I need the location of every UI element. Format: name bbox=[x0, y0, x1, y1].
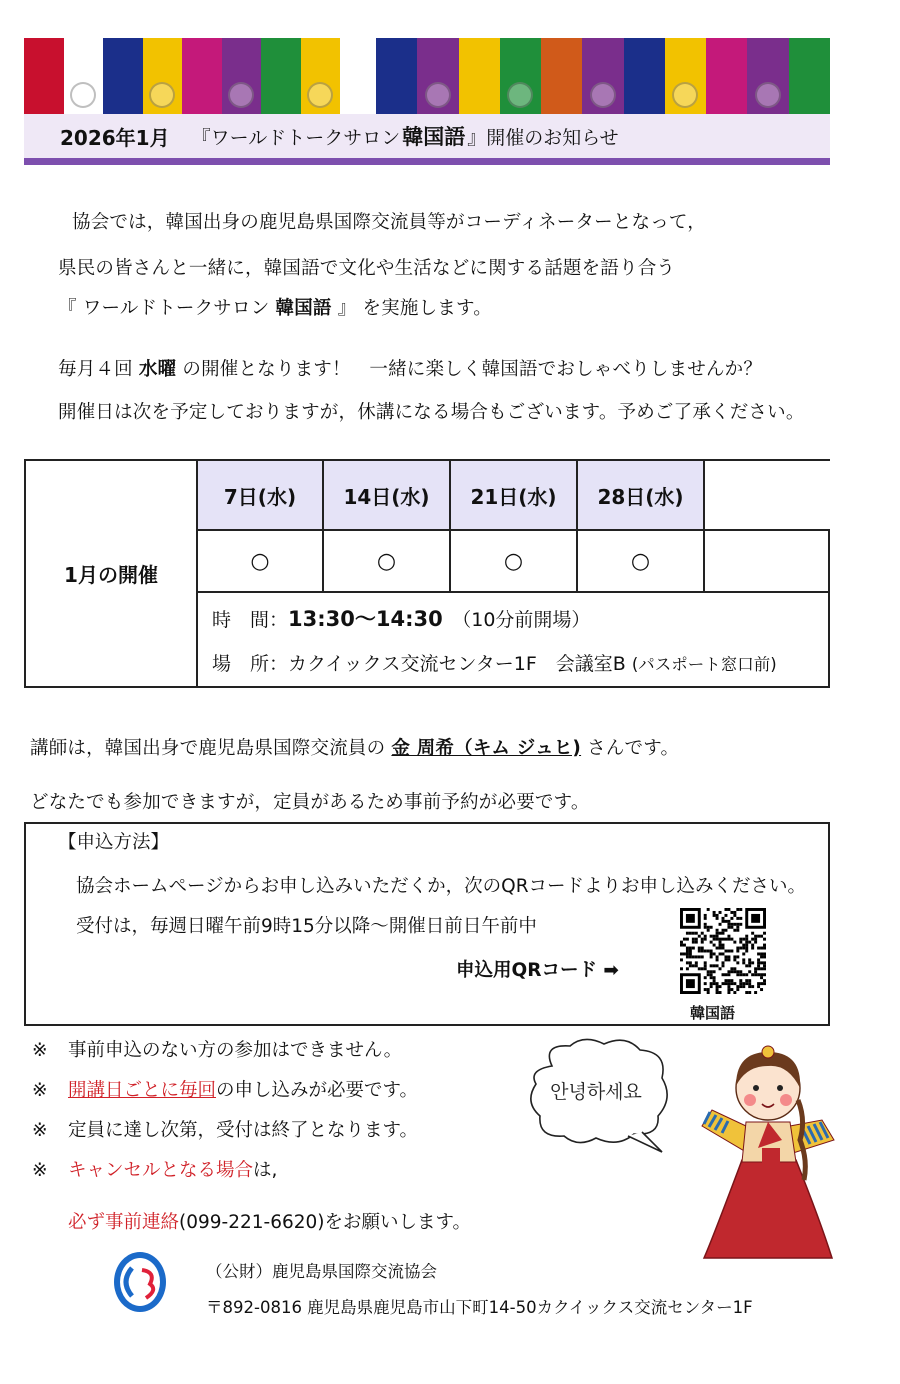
ornament-icon bbox=[228, 82, 254, 108]
ornament-icon bbox=[755, 82, 781, 108]
intro-line-4 bbox=[58, 355, 762, 381]
note-1-text: 事前申込のない方の参加はできません。 bbox=[68, 1040, 403, 1061]
time-label: 時 間： bbox=[212, 609, 289, 631]
application-line-2: 受付は，毎週日曜午前9時15分以降～開催日前日午前中 bbox=[76, 916, 537, 937]
schedule-month-label: 1月の開催 bbox=[26, 461, 198, 686]
hanbok-girl-illustration bbox=[692, 1030, 842, 1260]
application-box bbox=[24, 822, 830, 1026]
schedule-mark-1: ○ bbox=[198, 531, 324, 593]
lecturer-name: 金 周希（キム ジュヒ) bbox=[391, 738, 582, 759]
place-note: (パスポート窓口前) bbox=[631, 655, 777, 674]
note-2-emphasis: 開講日ごとに毎回 bbox=[68, 1080, 217, 1101]
lecturer-text-b: さんです。 bbox=[581, 738, 680, 759]
banner-stripe bbox=[301, 38, 341, 114]
intro-line-1: 協会では，韓国出身の鹿児島県国際交流員等がコーディネーターとなって， bbox=[72, 212, 706, 233]
banner-stripe bbox=[376, 38, 417, 114]
place-label: 場 所： bbox=[212, 653, 289, 675]
note-mark: ※ bbox=[32, 1120, 48, 1141]
banner-stripe bbox=[665, 38, 706, 114]
association-logo bbox=[112, 1250, 168, 1314]
note-3-text: 定員に達し次第，受付は終了となります。 bbox=[68, 1120, 419, 1141]
speech-bubble bbox=[522, 1036, 672, 1154]
intro-line-3-a: 『 ワールドトークサロン bbox=[58, 298, 276, 319]
intro-line-4-day: 水曜 bbox=[138, 359, 177, 380]
banner-stripe bbox=[24, 38, 64, 114]
note-5-emphasis: 必ず事前連絡 bbox=[68, 1212, 180, 1233]
banner-stripe bbox=[541, 38, 582, 114]
qr-pointer-label: 申込用QRコード ➡ bbox=[456, 960, 619, 981]
note-2 bbox=[32, 1076, 418, 1102]
banner-stripe bbox=[64, 38, 104, 114]
schedule-date-3: 21日(水) bbox=[451, 461, 578, 531]
lecturer-text-a: 講師は，韓国出身で鹿児島県国際交流員の bbox=[30, 738, 392, 759]
ornament-icon bbox=[425, 82, 451, 108]
banner-stripe bbox=[417, 38, 458, 114]
note-5 bbox=[68, 1208, 471, 1234]
title-prefix: 『ワールドトークサロン bbox=[191, 126, 401, 149]
schedule-date-1: 7日(水) bbox=[198, 461, 324, 531]
intro-line-3 bbox=[58, 294, 492, 320]
intro-line-4-c: の開催となります！ 一緒に楽しく韓国語でおしゃべりしませんか？ bbox=[176, 359, 763, 380]
application-line-1: 協会ホームページからお申し込みいただくか，次のQRコードよりお申し込みください。 bbox=[76, 876, 807, 897]
banner-stripe bbox=[706, 38, 747, 114]
header-banner bbox=[24, 38, 830, 114]
application-heading: 【申込方法】 bbox=[58, 832, 170, 853]
time-value: 13:30～14:30 bbox=[288, 607, 443, 631]
banner-stripe bbox=[789, 38, 830, 114]
note-5-text: (099-221-6620)をお願いします。 bbox=[179, 1212, 472, 1233]
intro-line-3-c: 』 を実施します。 bbox=[331, 298, 492, 319]
note-3 bbox=[32, 1116, 418, 1142]
banner-stripe bbox=[582, 38, 623, 114]
ornament-icon bbox=[307, 82, 333, 108]
banner-gap bbox=[340, 38, 376, 114]
page-title bbox=[24, 114, 830, 158]
ornament-icon bbox=[672, 82, 698, 108]
banner-stripe bbox=[624, 38, 665, 114]
intro-line-2: 県民の皆さんと一緒に，韓国語で文化や生活などに関する話題を語り合う bbox=[58, 258, 676, 279]
note-2-text: の申し込みが必要です。 bbox=[216, 1080, 419, 1101]
qr-caption: 韓国語 bbox=[690, 1004, 736, 1022]
intro-line-3-lang: 韓国語 bbox=[275, 298, 332, 319]
schedule-table bbox=[24, 459, 830, 688]
title-suffix: 』開催のお知らせ bbox=[467, 126, 619, 149]
qr-code[interactable] bbox=[680, 908, 766, 994]
banner-stripe bbox=[222, 38, 262, 114]
schedule-info bbox=[198, 593, 830, 688]
schedule-date-4: 28日(水) bbox=[578, 461, 705, 531]
schedule-mark-5 bbox=[705, 531, 830, 593]
footer-address: 〒892-0816 鹿児島県鹿児島市山下町14-50カクイックス交流センター1F bbox=[206, 1298, 753, 1317]
schedule-mark-3: ○ bbox=[451, 531, 578, 593]
banner-stripe bbox=[143, 38, 183, 114]
schedule-date-2: 14日(水) bbox=[324, 461, 451, 531]
banner-stripe bbox=[261, 38, 301, 114]
note-mark: ※ bbox=[32, 1160, 48, 1181]
note-mark: ※ bbox=[32, 1040, 48, 1061]
banner-stripes-left bbox=[24, 38, 340, 114]
reservation-note: どなたでも参加できますが，定員があるため事前予約が必要です。 bbox=[30, 792, 590, 813]
note-4-emphasis: キャンセルとなる場合 bbox=[68, 1160, 254, 1181]
ornament-icon bbox=[149, 82, 175, 108]
intro-line-4-a: 毎月４回 bbox=[58, 359, 139, 380]
banner-stripes-right bbox=[376, 38, 830, 114]
schedule-place-row bbox=[212, 649, 777, 676]
note-4-text: は, bbox=[253, 1160, 278, 1181]
schedule-mark-4: ○ bbox=[578, 531, 705, 593]
intro-line-5: 開催日は次を予定しておりますが，休講になる場合もございます。予めご了承ください。 bbox=[58, 402, 805, 423]
schedule-mark-2: ○ bbox=[324, 531, 451, 593]
lecturer-line bbox=[30, 734, 679, 760]
banner-stripe bbox=[500, 38, 541, 114]
greeting-text: 안녕하세요 bbox=[550, 1081, 642, 1103]
banner-stripe bbox=[182, 38, 222, 114]
title-underline bbox=[24, 158, 830, 165]
title-language: 韓国語 bbox=[402, 125, 466, 149]
ornament-icon bbox=[507, 82, 533, 108]
banner-stripe bbox=[103, 38, 143, 114]
ornament-icon bbox=[70, 82, 96, 108]
footer-organization: （公財）鹿児島県国際交流協会 bbox=[206, 1262, 437, 1281]
schedule-time-row bbox=[212, 603, 590, 633]
note-4 bbox=[32, 1156, 277, 1182]
title-year: 2026年1月 bbox=[60, 125, 170, 150]
place-value: カクイックス交流センター1F 会議室B bbox=[288, 653, 626, 675]
schedule-date-5 bbox=[705, 461, 830, 531]
time-note: （10分前開場） bbox=[461, 609, 591, 631]
ornament-icon bbox=[590, 82, 616, 108]
note-1 bbox=[32, 1036, 402, 1062]
banner-stripe bbox=[459, 38, 500, 114]
note-mark: ※ bbox=[32, 1080, 48, 1101]
banner-stripe bbox=[747, 38, 788, 114]
